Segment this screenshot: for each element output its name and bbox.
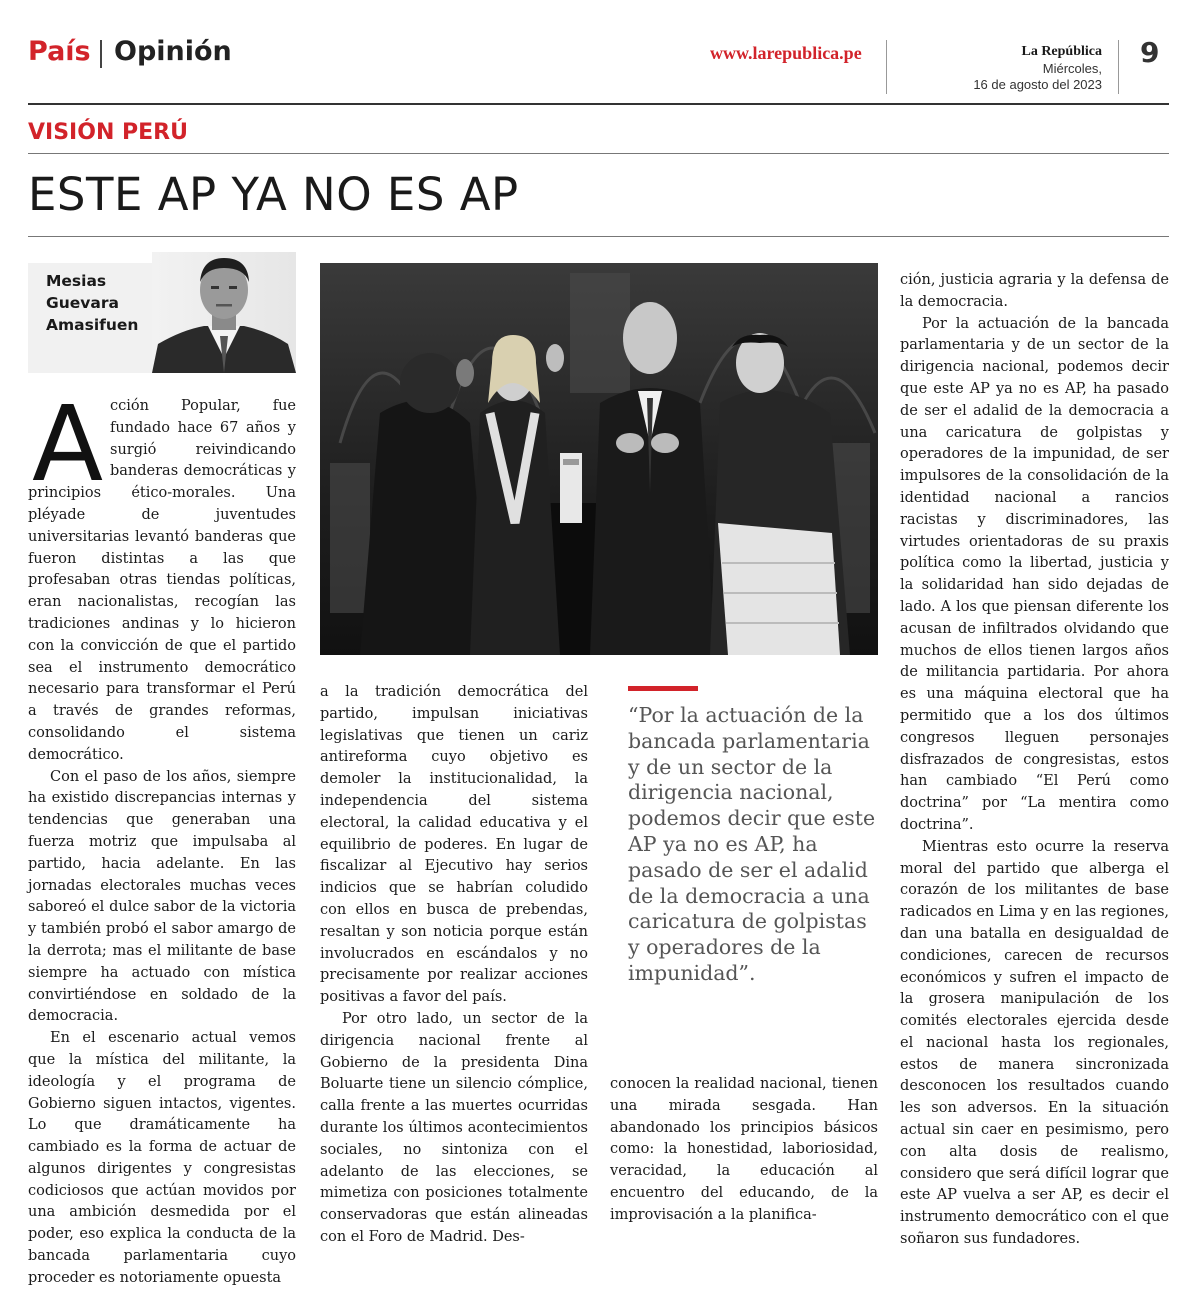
article-paragraph [28, 383, 296, 767]
article-paragraph: conocen la realidad nacional, tienen una mirada sesgada. Han abandonado los principios básicos como: la honestidad, laboriosidad, veracidad, la educación al encuentro del educando, de la improvisación a la planifica- [610, 1076, 878, 1223]
author-name [46, 270, 156, 336]
drop-cap-space [28, 396, 110, 482]
article-paragraph: ción, justicia agraria y la defensa de la democracia. [900, 272, 1169, 310]
article-photo [320, 263, 878, 655]
article-column-2 [320, 682, 588, 1249]
article-paragraph: Con el paso de los años, siempre ha existido discrepancias internas y tendencias que generaban una fuerza motriz que impulsaba al partido, hacia adelante. En las jornadas electorales muchas veces saboreó el dulce sabor de la victoria y también probó el sabor amargo de la derrota; mas el militante de base siempre ha actuado con mística convirtiéndose en soldado de la democracia. [28, 768, 296, 1025]
section-separator [100, 40, 102, 68]
author-name-line: Mesias [46, 272, 107, 290]
header-divider [1118, 40, 1119, 94]
article-column-4 [900, 270, 1169, 1251]
publication-day: Miércoles, [1042, 61, 1102, 76]
publication-date: 16 de agosto del 2023 [973, 77, 1102, 92]
page-number: 9 [1140, 36, 1160, 69]
header-divider [886, 40, 887, 94]
author-name-line: Guevara [46, 294, 119, 312]
pull-quote-bar [628, 686, 698, 691]
pull-quote: “Por la actuación de la bancada parlamentaria y de un sector de la dirigencia nacional, podemos decir que este AP ya no es AP, ha pasado de ser el adalid de la democracia a una caricatura de golpistas y operadores de la impunidad”. [628, 703, 876, 985]
article-column-3 [610, 1074, 878, 1227]
header-rule [28, 103, 1169, 105]
article-headline: ESTE AP YA NO ES AP [28, 168, 519, 221]
newspaper-name: La República [1021, 44, 1102, 59]
article-column-1 [28, 383, 296, 1290]
section-name: País [28, 36, 91, 67]
author-name-line: Amasifuen [46, 316, 139, 334]
website-url[interactable]: www.larepublica.pe [710, 43, 862, 63]
article-paragraph: Por otro lado, un sector de la dirigencia nacional frente al Gobierno de la presidenta Dina Boluarte tiene un silencio cómplice, calla frente a las muertes ocurridas durante los últimos acontecimientos sociales, no sintoniza con el adelanto de las elecciones, se mimetiza con posiciones totalmente conservadoras que están alineadas con el Foro de Madrid. Des- [320, 1010, 588, 1245]
article-paragraph: Por la actuación de la bancada parlamentaria y de un sector de la dirigencia nacional, podemos decir que este AP ya no es AP, ha pasado de ser el adalid de la democracia a una caricatura de golpistas y operadores de la impunidad, de ser impulsores de la consolidación de la identidad nacional a rancios racistas y discriminadores, las virtudes orientadoras de su praxis política como la libertad, justicia y la solidaridad han sido dejadas de lado. A los que piensan diferente los acusan de infiltrados olvidando que muchos de ellos tienen largos años de militancia partidaria. Por ahora es una máquina electoral que ha permitido que a los dos últimos congresos lleguen personajes disfrazados de congresistas, estos han cambiado “El Perú como doctrina” por “La mentira como doctrina”. [900, 315, 1169, 833]
headline-rule [28, 236, 1169, 237]
subsection-name: Opinión [114, 36, 232, 67]
kicker-rule [28, 153, 1169, 154]
article-paragraph: En el escenario actual vemos que la mística del militante, la ideología y el programa de Gobierno siguen intactos, vigentes. Lo que dramáticamente ha cambiado es la forma de actuar de algunos dirigentes y congresistas codiciosos que actúan movidos por una ambición desmedida por el poder, eso explica la conducta de la bancada parlamentaria cuyo proceder es notoriamente opuesta [28, 1030, 296, 1286]
article-paragraph: Mientras esto ocurre la reserva moral del partido que alberga el corazón de los militantes de base radicados en Lima y en las regiones, dan una batalla en desigualdad de condiciones, carecen de recursos económicos y sufren el impacto de la grosera manipulación de los comités electorales ejercida desde el nacional hasta los regionales, estos de manera sincronizada desconocen los resultados cuando les son adversos. En la situación actual sin caer en pesimismo, pero con alta dosis de realismo, considero que será difícil lograr que este AP vuelva a ser AP, es decir el instrumento democrático con el que soñaron sus fundadores. [900, 838, 1169, 1248]
column-kicker: VISIÓN PERÚ [28, 120, 188, 145]
author-photo [152, 252, 296, 373]
paragraph-text: cción Popular, fue fundado hace 67 años y surgió reivindicando banderas democráticas y principios ético-morales. Una pléyade de juventudes universitarias levantó banderas que fueron distintas a las que profesaban otras tiendas políticas, eran nacionalistas, recogían las tradiciones andinas y lo hicieron con la convicción de que el partido sea el instrumento democrático necesario para transformar el Perú a través de grandes reformas, consolidando el sistema democrático. [28, 398, 296, 763]
drop-cap: A [32, 383, 104, 505]
article-paragraph: a la tradición democrática del partido, impulsan iniciativas legislativas que tienen un cariz antireforma cuyo objetivo es demoler la institucionalidad, la independencia del sistema electoral, la calidad educativa y el equilibrio de poderes. En lugar de fiscalizar al Ejecutivo hay serios indicios que se habrían coludido con ellos en busca de prebendas, resaltan y son noticia porque están involucrados en escándalos y no precisamente por realizar acciones positivas a favor del país. [320, 684, 588, 1006]
